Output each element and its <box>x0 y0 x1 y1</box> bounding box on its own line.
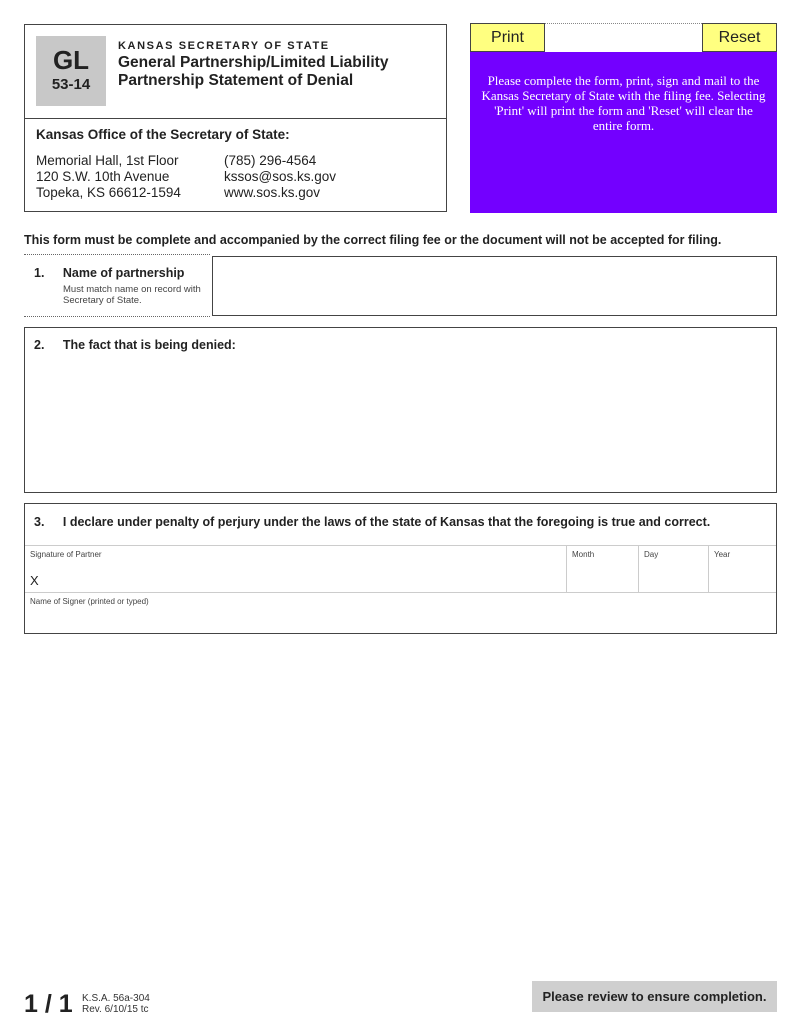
month-label: Month <box>572 550 595 559</box>
header-box <box>24 24 447 212</box>
signer-name-field[interactable] <box>25 593 776 633</box>
title-line-2: Partnership Statement of Denial <box>118 72 354 89</box>
button-gap <box>545 23 702 52</box>
year-field[interactable] <box>708 546 776 592</box>
print-button[interactable]: Print <box>470 23 545 52</box>
month-field[interactable] <box>566 546 638 592</box>
office-label: Kansas Office of the Secretary of State: <box>36 127 290 142</box>
address-line: Topeka, KS 66612-1594 <box>36 185 181 200</box>
review-notice: Please review to ensure completion. <box>532 981 777 1012</box>
agency-name: KANSAS SECRETARY OF STATE <box>118 40 330 52</box>
statute: K.S.A. 56a-304 <box>82 993 150 1004</box>
denied-fact-box <box>24 327 777 493</box>
section1-help: Must match name on record with Secretary of State. <box>63 284 201 306</box>
signature-mark: X <box>30 573 39 588</box>
address <box>36 153 181 201</box>
address-line: Memorial Hall, 1st Floor <box>36 153 179 168</box>
section-label: Name of partnership <box>62 266 185 280</box>
website: www.sos.ks.gov <box>224 185 321 200</box>
signer-name-label: Name of Signer (printed or typed) <box>30 597 149 606</box>
section1-label <box>34 264 184 282</box>
email: kssos@sos.ks.gov <box>224 169 336 184</box>
reset-button[interactable]: Reset <box>702 23 777 52</box>
instructions-text: Please complete the form, print, sign and mail to the Kansas Secretary of State with the filing fee. Selecting 'Print' will print the form and 'Reset' will clear the entire form. <box>481 73 766 133</box>
footer-meta <box>82 993 150 1015</box>
revision: Rev. 6/10/15 tc <box>82 1004 149 1015</box>
divider <box>24 316 210 317</box>
partnership-name-input[interactable] <box>212 256 777 316</box>
section-label: I declare under penalty of perjury under the laws of the state of Kansas that the foregoing is true and correct. <box>62 515 711 529</box>
page-number: 1 / 1 <box>24 990 73 1018</box>
section-number: 1. <box>34 266 45 280</box>
signature-label: Signature of Partner <box>30 550 102 559</box>
section-number: 2. <box>34 338 45 352</box>
signature-field[interactable] <box>25 546 566 592</box>
form-code: GL <box>52 45 90 75</box>
day-label: Day <box>644 550 659 559</box>
form-title <box>118 54 388 90</box>
filing-notice: This form must be complete and accompanied by the correct filing fee or the document will not be accepted for filing. <box>24 233 722 247</box>
divider <box>25 118 446 119</box>
phone: (785) 296-4564 <box>224 153 317 168</box>
form-number: 53-14 <box>51 76 91 93</box>
denied-fact-input[interactable] <box>29 358 772 488</box>
contact <box>224 153 336 201</box>
year-label: Year <box>714 550 731 559</box>
form-code-badge <box>36 36 106 106</box>
section-number: 3. <box>34 515 45 529</box>
address-line: 120 S.W. 10th Avenue <box>36 169 170 184</box>
section-label: The fact that is being denied: <box>62 338 236 352</box>
day-field[interactable] <box>638 546 708 592</box>
declaration-box <box>24 503 777 634</box>
section2-label <box>34 336 236 354</box>
title-line-1: General Partnership/Limited Liability <box>118 54 389 71</box>
section3-label <box>34 513 710 531</box>
divider <box>24 254 210 255</box>
instructions-panel <box>470 23 777 213</box>
